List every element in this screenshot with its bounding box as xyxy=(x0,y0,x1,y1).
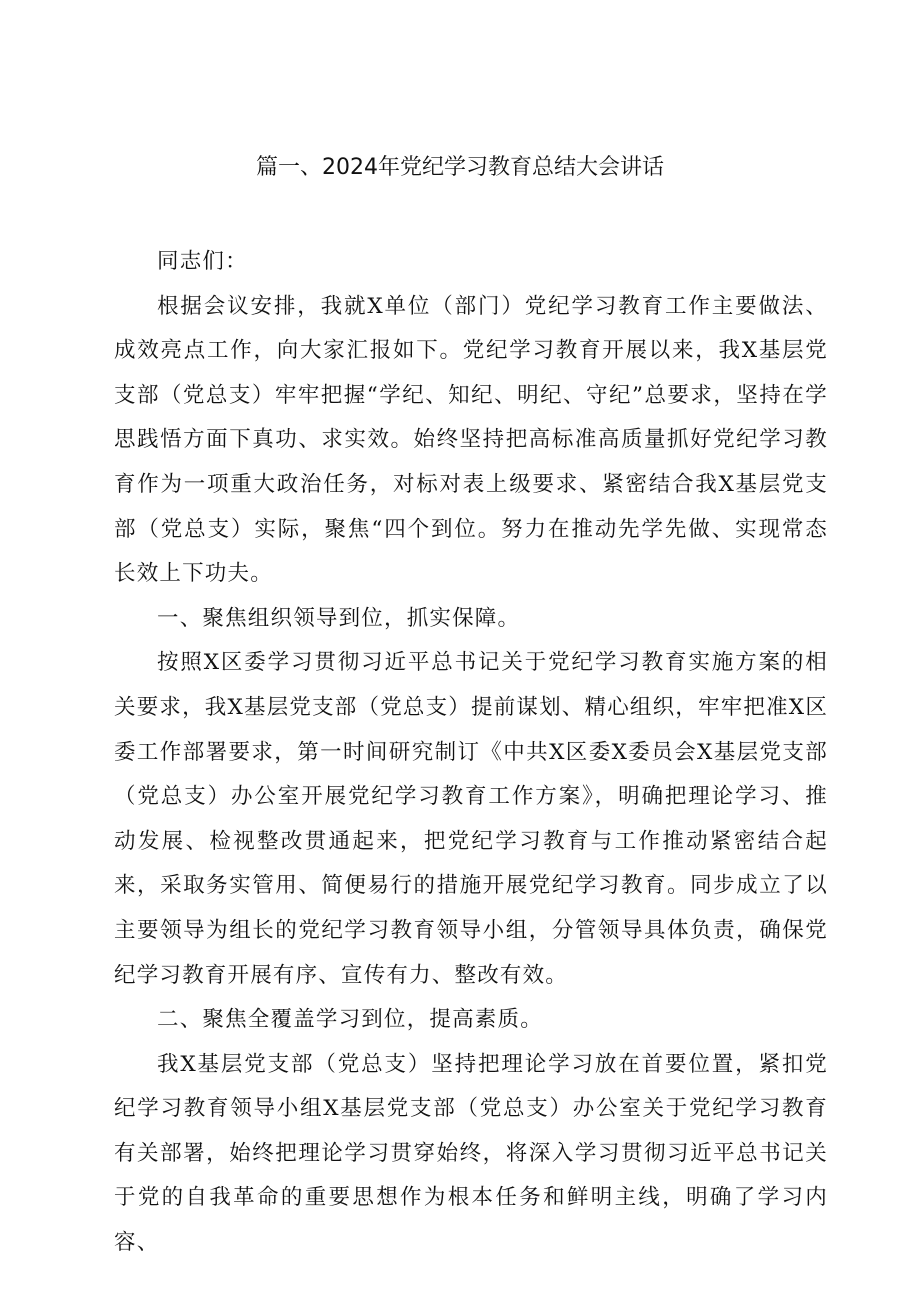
document-body xyxy=(114,240,828,1266)
section-2-paragraph: 我X基层党支部（党总支）坚持把理论学习放在首要位置，紧扣党纪学习教育领导小组X基层党支部（党总支）办公室关于党纪学习教育有关部署，始终把理论学习贯穿始终，将深入学习贯彻习近平总书记关于党的自我革命的重要思想作为根本任务和鲜明主线，明确了学习内容、 xyxy=(114,1051,828,1256)
section-1-paragraph: 按照X区委学习贯彻习近平总书记关于党纪学习教育实施方案的相关要求，我X基层党支部（党总支）提前谋划、精心组织，牢牢把准X区委工作部署要求，第一时间研究制订《中共X区委X委员会X基层党支部（党总支）办公室开展党纪学习教育工作方案》，明确把理论学习、推动发展、检视整改贯通起来，把党纪学习教育与工作推动紧密结合起来，采取务实管用、简便易行的措施开展党纪学习教育。同步成立了以主要领导为组长的党纪学习教育领导小组，分管领导具体负责，确保党纪学习教育开展有序、宣传有力、整改有效。 xyxy=(114,650,829,988)
section-heading-1: 一、聚焦组织领导到位，抓实保障。 xyxy=(157,605,521,631)
document-title: 篇一、2024年党纪学习教育总结大会讲话 xyxy=(256,155,664,180)
intro-paragraph: 根据会议安排，我就X单位（部门）党纪学习教育工作主要做法、成效亮点工作，向大家汇报如下。党纪学习教育开展以来，我X基层党支部（党总支）牢牢把握“学纪、知纪、明纪、守纪”总要求，坚持在学思践悟方面下真功、求实效。始终坚持把高标准高质量抓好党纪学习教育作为一项重大政治任务，对标对表上级要求、紧密结合我X基层党支部（党总支）实际，聚焦“四个到位。努力在推动先学先做、实现常态长效上下功夫。 xyxy=(114,293,828,587)
section-heading-2: 二、聚焦全覆盖学习到位，提高素质。 xyxy=(157,1007,543,1033)
salutation-paragraph: 同志们： xyxy=(157,249,248,274)
